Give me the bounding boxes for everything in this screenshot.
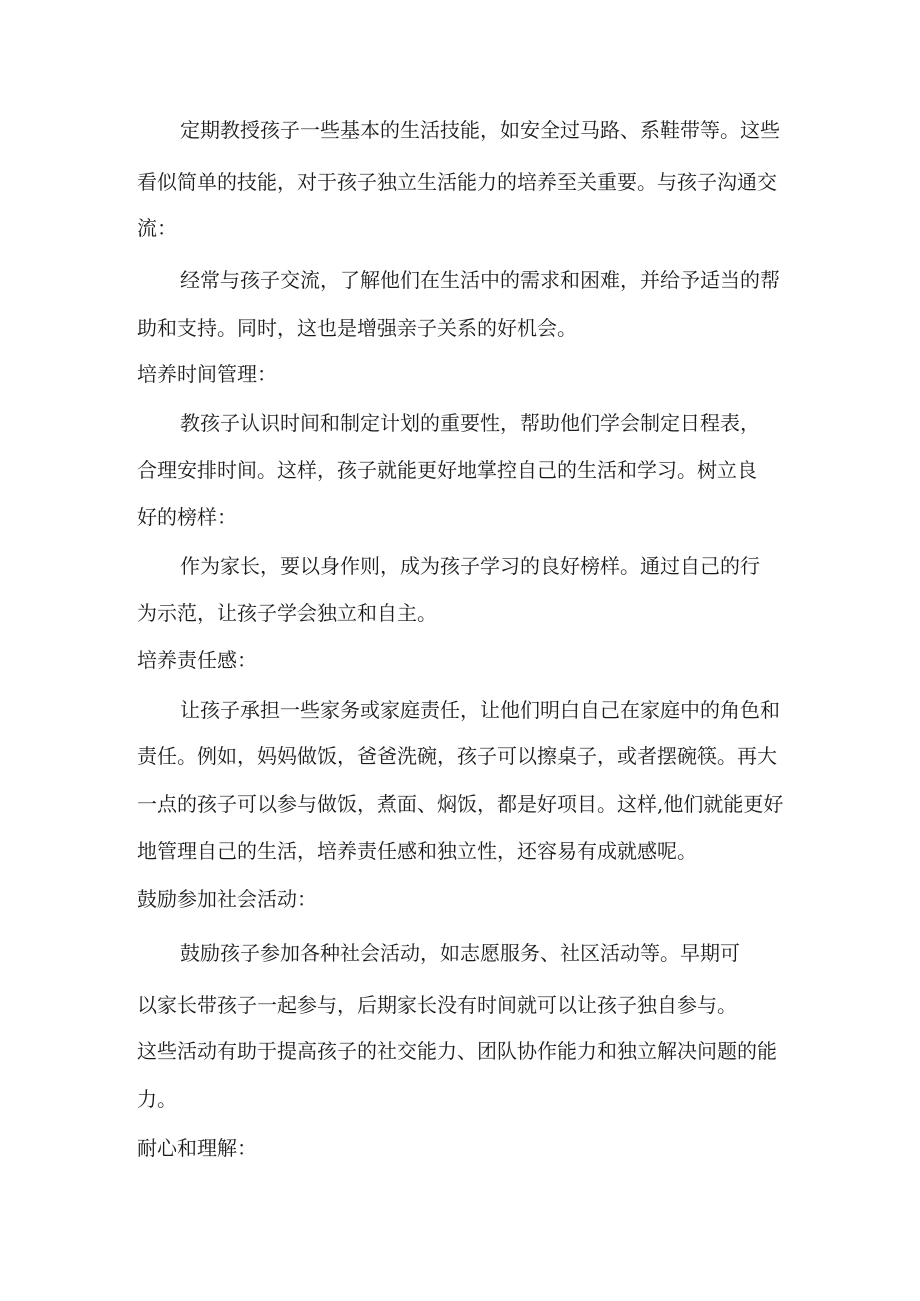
text-line: 看似简单的技能，对于孩子独立生活能力的培养至关重要。与孩子沟通交 (137, 170, 777, 194)
text-line: 流： (137, 216, 177, 240)
section-heading: 培养责任感： (137, 648, 257, 672)
text-line: 力。 (137, 1087, 177, 1111)
section-heading: 耐心和理解： (137, 1136, 257, 1160)
text-line: 好的榜样： (137, 505, 237, 529)
section-heading: 培养时间管理： (137, 362, 277, 386)
text-line: 为示范，让孩子学会独立和自主。 (137, 601, 437, 625)
text-line: 经常与孩子交流，了解他们在生活中的需求和困难，并给予适当的帮 (180, 268, 780, 292)
section-heading: 鼓励参加社会活动： (137, 887, 317, 911)
text-line: 责任。例如，妈妈做饭，爸爸洗碗，孩子可以擦桌子，或者摆碗筷。再大 (137, 744, 777, 768)
text-line: 一点的孩子可以参与做饭，煮面、焖饭，都是好项目。这样,他们就能更好 (137, 792, 784, 816)
text-line: 教孩子认识时间和制定计划的重要性，帮助他们学会制定日程表， (180, 411, 760, 435)
text-line: 作为家长，要以身作则，成为孩子学习的良好榜样。通过自己的行 (180, 554, 760, 578)
text-line: 合理安排时间。这样，孩子就能更好地掌控自己的生活和学习。树立良 (137, 458, 757, 482)
text-line: 定期教授孩子一些基本的生活技能，如安全过马路、系鞋带等。这些 (180, 118, 780, 142)
text-line: 以家长带孩子一起参与，后期家长没有时间就可以让孩子独自参与。 (137, 993, 737, 1017)
text-line: 助和支持。同时，这也是增强亲子关系的好机会。 (137, 316, 577, 340)
text-line: 鼓励孩子参加各种社会活动，如志愿服务、社区活动等。早期可 (180, 941, 740, 965)
text-line: 这些活动有助于提高孩子的社交能力、团队协作能力和独立解决问题的能 (137, 1039, 777, 1063)
text-line: 让孩子承担一些家务或家庭责任，让他们明白自己在家庭中的角色和 (180, 698, 780, 722)
text-line: 地管理自己的生活，培养责任感和独立性，还容易有成就感呢。 (137, 839, 697, 863)
